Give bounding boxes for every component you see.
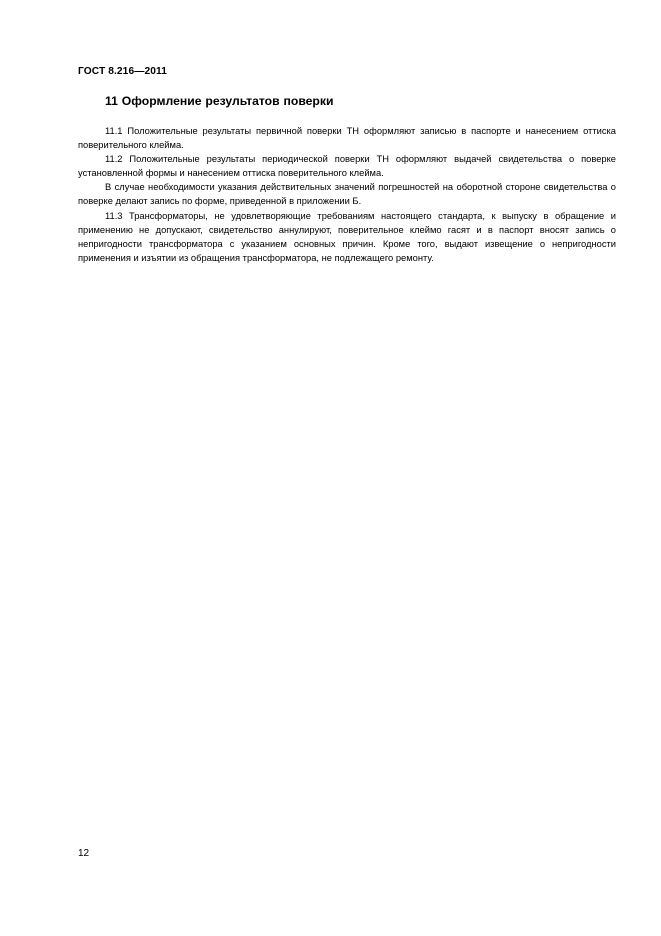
section-body (78, 124, 616, 265)
paragraph-11-3: 11.3 Трансформаторы, не удовлетворяющие требованиям настоящего стандарта, к выпуску в обращение и применению не допускают, свидетельство аннулируют, поверительное клеймо гасят и в паспорт вносят запись о непригодности трансформатора с указанием основных причин. Кроме того, выдают извещение о непригодности применения и изъятии из обращения трансформатора, не подлежащего ремонту. (78, 210, 616, 263)
running-header: ГОСТ 8.216—2011 (78, 66, 168, 77)
page-number: 12 (78, 848, 90, 859)
section-title: 11 Оформление результатов поверки (105, 94, 334, 108)
paragraph-error-values: В случае необходимости указания действительных значений погрешностей на оборотной стороне свидетельства о поверке делают запись по форме, приведенной в приложении Б. (78, 182, 616, 207)
paragraph-11-1: 11.1 Положительные результаты первичной поверки ТН оформляют записью в паспорте и нанесением оттиска поверительного клейма. (78, 126, 616, 151)
paragraph-11-2: 11.2 Положительные результаты периодической поверки ТН оформляют выдачей свидетельства о поверке установленной формы и нанесением оттиска поверительного клейма. (78, 154, 616, 179)
